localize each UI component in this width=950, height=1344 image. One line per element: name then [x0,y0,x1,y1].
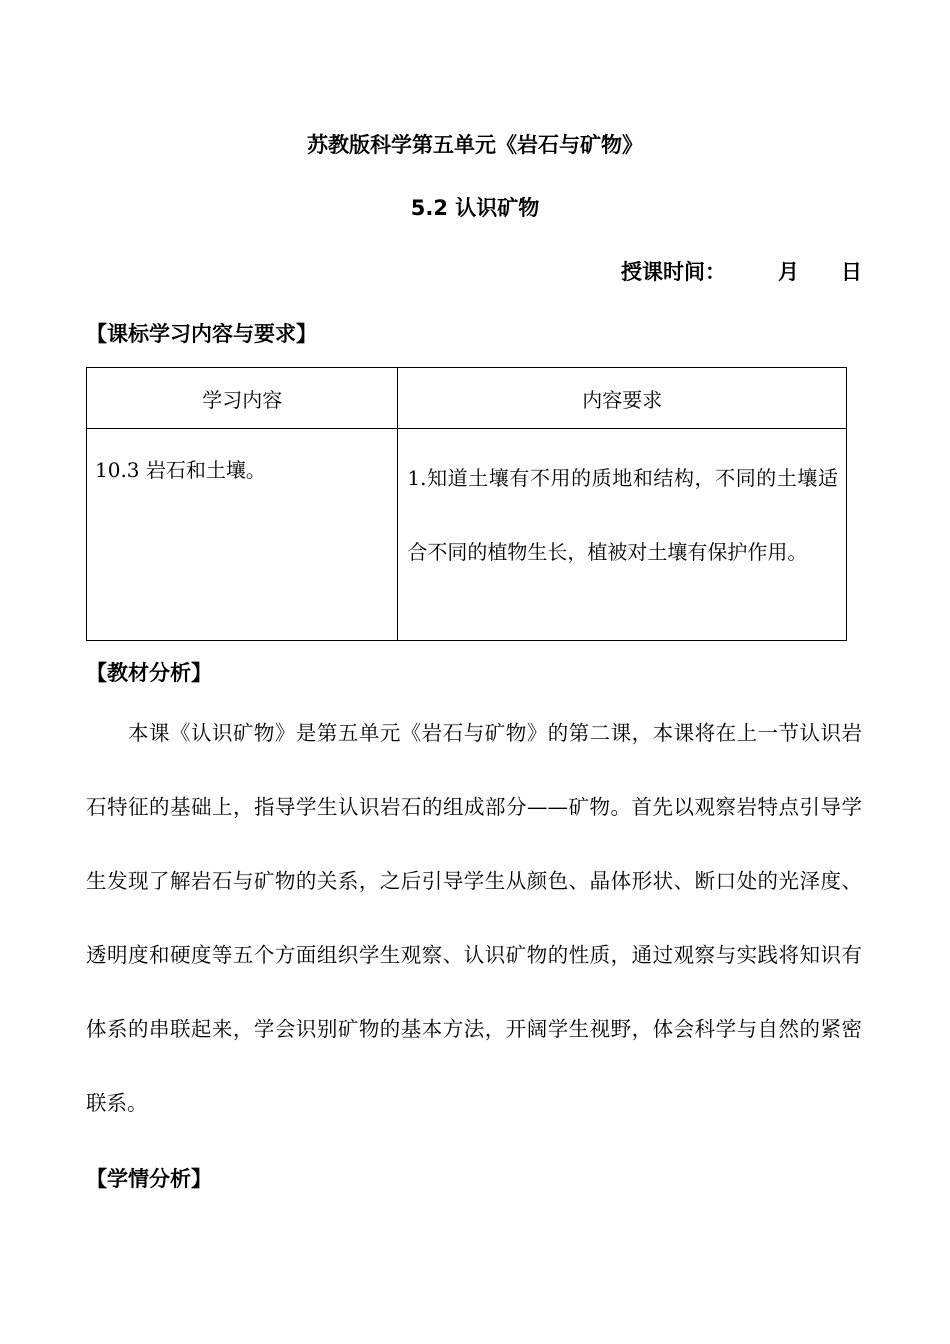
section-heading-standards: 【课标学习内容与要求】 [86,322,317,346]
document-title: 苏教版科学第五单元《岩石与矿物》 [307,133,643,157]
table-cell-content: 10.3 岩石和土壤。 [87,429,398,641]
table-header-row [87,368,847,429]
class-time-month: 月 [778,260,799,284]
table-header-content: 学习内容 [87,368,398,429]
lesson-title: 5.2 认识矿物 [410,196,540,220]
section-heading-material-analysis: 【教材分析】 [86,661,212,685]
material-analysis-paragraph: 本课《认识矿物》是第五单元《岩石与矿物》的第二课，本课将在上一节认识岩石特征的基础上，指导学生认识岩石的组成部分——矿物。首先以观察岩特点引导学生发现了解岩石与矿物的关系，之后引导学生从颜色、晶体形状、断口处的光泽度、透明度和硬度等五个方面组织学生观察、认识矿物的性质，通过观察与实践将知识有体系的串联起来，学会识别矿物的基本方法，开阔学生视野，体会科学与自然的紧密联系。 [86,721,862,1115]
class-time-label: 授课时间： [621,260,726,284]
section-heading-student-analysis: 【学情分析】 [86,1167,212,1191]
table-cell-requirement: 1.知道土壤有不用的质地和结构，不同的土壤适合不同的植物生长，植被对土壤有保护作用。 [398,429,847,641]
table-row [87,429,847,641]
class-time-row [621,256,862,286]
table-header-requirement: 内容要求 [398,368,847,429]
class-time-day: 日 [841,260,862,284]
standards-table [86,367,847,641]
